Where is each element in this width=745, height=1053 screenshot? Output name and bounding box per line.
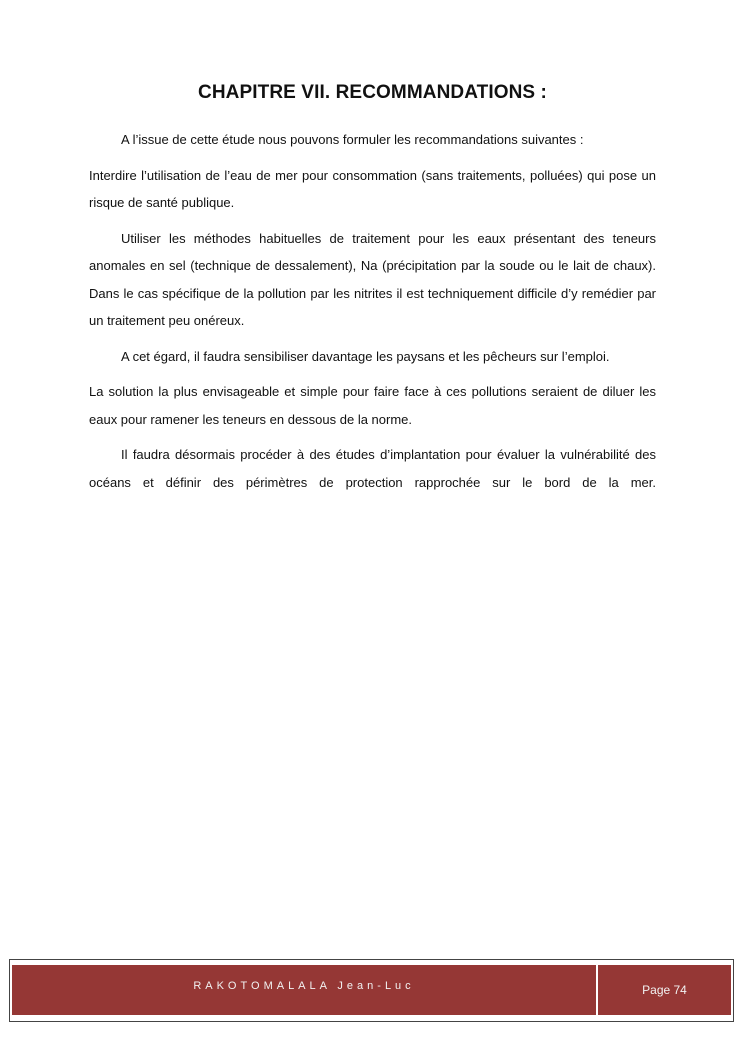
paragraph-recommendation-2: Utiliser les méthodes habituelles de traitement pour les eaux présentant des teneurs anomales en sel (technique de dessalement), Na (précipitation par la soude ou le lait de chaux). Dans le cas spécifique de la pollution par les nitrites il est techniquement difficile d’y remédier par un traitement peu onéreux. — [89, 230, 656, 328]
page-title: CHAPITRE VII. RECOMMANDATIONS : — [198, 82, 547, 103]
footer-author: RAKOTOMALALA Jean-Luc — [12, 965, 596, 1015]
footer-page-number: Page 74 — [598, 965, 731, 1015]
paragraph-recommendation-4: La solution la plus envisageable et simple pour faire face à ces pollutions seraient de diluer les eaux pour ramener les teneurs en dessous de la norme. — [89, 384, 656, 427]
paragraph-recommendation-5: Il faudra désormais procéder à des études d’implantation pour évaluer la vulnérabilité des océans et définir des périmètres de protection rapprochée sur le bord de la mer. — [89, 447, 656, 490]
paragraph-recommendation-1: Interdire l’utilisation de l’eau de mer pour consommation (sans traitements, polluées) qui pose un risque de santé publique. — [89, 167, 656, 210]
paragraph-intro: A l’issue de cette étude nous pouvons formuler les recommandations suivantes : — [121, 132, 584, 147]
document-body — [89, 126, 656, 504]
paragraph-recommendation-3: A cet égard, il faudra sensibiliser davantage les paysans et les pêcheurs sur l’emploi. — [121, 348, 610, 364]
